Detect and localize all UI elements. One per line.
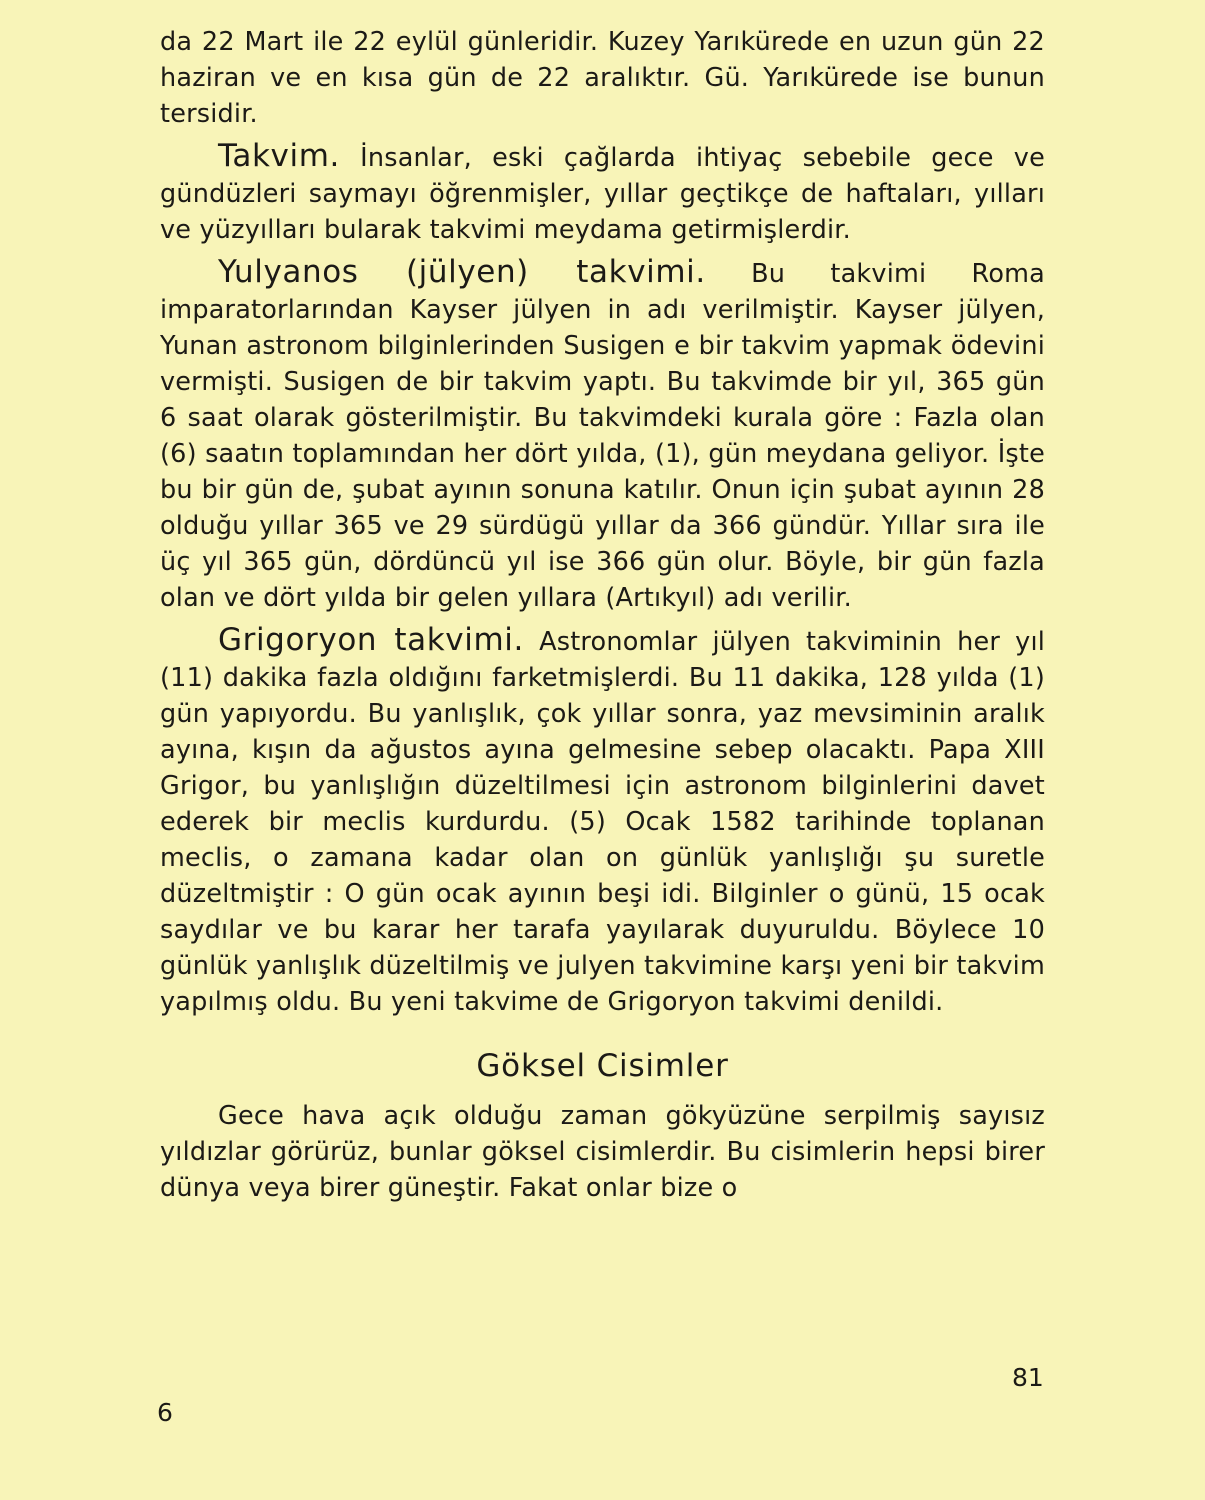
- paragraph-gregorian-calendar: [160, 622, 1045, 1020]
- paragraph-takvim: [160, 138, 1045, 248]
- paragraph-gregorian-calendar-text: Astronomlar jülyen takviminin her yıl (11) dakika fazla oldığını farketmişlerdi. Bu 11 dakika, 128 yılda (1) gün yapıyordu. Bu yanlışlık, çok yıllar sonra, yaz mevsiminin aralık ayına, kışın da ağustos ayına gelmesine sebep olacaktı. Papa XIII Grigor, bu yanlışlığın düzeltilmesi için astronom bilginlerini davet ederek bir meclis kurdurdu. (5) Ocak 1582 tarihinde toplanan meclis, o zamana kadar olan on günlük yanlışlığı şu suretle düzeltmiştir : O gün ocak ayının beşi idi. Bilginler o günü, 15 ocak saydılar ve bu karar her tarafa yayılarak duyuruldu. Böylece 10 günlük yanlışlık düzeltilmiş ve julyen takvimine karşı yeni bir takvim yapılmış oldu. Bu yeni takvime de Grigoryon takvimi denildi.: [160, 627, 1046, 1017]
- paragraph-celestial-bodies-text: Gece hava açık olduğu zaman gökyüzüne serpilmiş sayısız yıldızlar görürüz, bunlar göksel cisimlerdir. Bu cisimlerin hepsi birer dünya veya birer güneştir. Fakat onlar bize o: [160, 1101, 1045, 1203]
- page-number: 81: [1012, 1363, 1044, 1392]
- paragraph-julian-calendar: [160, 254, 1045, 616]
- heading-julian-calendar: Yulyanos (jülyen) takvimi.: [218, 254, 706, 290]
- signature-mark: 6: [157, 1398, 173, 1427]
- paragraph-day-lengths-text: da 22 Mart ile 22 eylül günleridir. Kuzey Yarıkürede en uzun gün 22 haziran ve en kısa gün de 22 aralıktır. Gü. Yarıkürede ise bunun tersidir.: [160, 27, 1045, 129]
- heading-gregorian-calendar: Grigoryon takvimi.: [218, 622, 524, 658]
- page-body: [160, 24, 1045, 1206]
- heading-takvim: Takvim.: [218, 138, 340, 174]
- paragraph-julian-calendar-text: Bu takvimi Roma imparatorlarından Kayser jülyen in adı verilmiştir. Kayser jülyen, Yunan astronom bilginlerinden Susigen e bir takvim yapmak ödevini vermişti. Susigen de bir takvim yaptı. Bu takvimde bir yıl, 365 gün 6 saat olarak gösterilmiştir. Bu takvimdeki kurala göre : Fazla olan (6) saatın toplamından her dört yılda, (1), gün meydana geliyor. İşte bu bir gün de, şubat ayının sonuna katılır. Onun için şubat ayının 28 olduğu yıllar 365 ve 29 sürdügü yıllar da 366 gündür. Yıllar sıra ile üç yıl 365 gün, dördüncü yıl ise 366 gün olur. Böyle, bir gün fazla olan ve dört yılda bir gelen yıllara (Artıkyıl) adı verilir.: [160, 259, 1045, 613]
- paragraph-celestial-bodies: [160, 1098, 1045, 1206]
- paragraph-day-lengths: [160, 24, 1045, 132]
- paragraph-takvim-text: İnsanlar, eski çağlarda ihtiyaç sebebile gece ve gündüzleri saymayı öğrenmişler, yıllar geçtikçe de haftaları, yılları ve yüzyılları bularak takvimi meydama getirmişlerdir.: [160, 143, 1045, 245]
- section-title: Göksel Cisimler: [476, 1048, 729, 1084]
